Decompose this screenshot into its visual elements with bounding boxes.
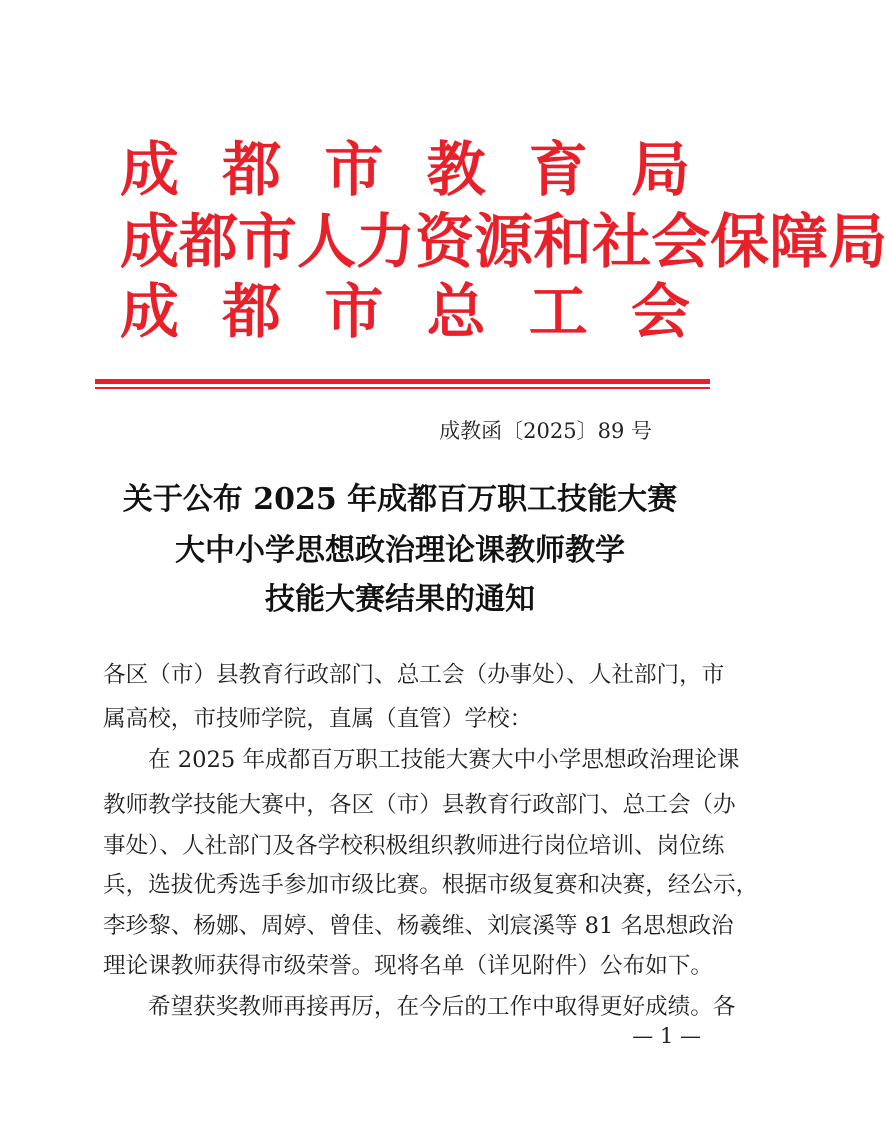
letterhead-char: 都 [222,277,282,346]
addressee-line: 属高校，市技师学院，直属（直管）学校： [103,706,533,732]
page-number: — 1 — [632,1024,701,1048]
letterhead-char: 局 [828,207,887,276]
title-line: 大中小学思想政治理论课教师教学 [175,533,625,568]
letterhead-char: 会 [630,277,690,346]
letterhead-char: 成 [120,135,180,204]
letterhead-char: 人 [297,207,357,276]
letterhead-char: 源 [474,207,534,276]
paragraph-line: 理论课教师获得市级荣誉。现将名单（详见附件）公布如下。 [103,953,714,979]
letterhead-char: 总 [426,277,486,346]
paragraph-line: 李珍黎、杨娜、周婷、曾佳、杨羲维、刘宸溪等 81 名思想政治 [103,913,734,939]
letterhead-char: 成 [120,207,180,276]
letterhead-char: 市 [324,135,384,204]
letterhead-char: 力 [356,207,416,276]
letterhead-char: 都 [179,207,239,276]
paragraph-line: 兵，选拔优秀选手参加市级比赛。根据市级复赛和决赛，经公示， [103,872,759,898]
paragraph-line: 事处）、人社部门及各学校积极组织教师进行岗位培训、岗位练 [103,833,725,859]
letterhead-line-hr-bureau [120,207,887,277]
letterhead-char: 市 [238,207,298,276]
letterhead-char: 都 [222,135,282,204]
letterhead-line-education-bureau [120,135,690,205]
letterhead-char: 会 [651,207,711,276]
title-line: 关于公布 2025 年成都百万职工技能大赛 [122,482,678,517]
letterhead-char: 局 [630,135,690,204]
paragraph-line: 希望获奖教师再接再厉，在今后的工作中取得更好成绩。各 [148,994,736,1020]
letterhead-char: 资 [415,207,475,276]
letterhead-char: 教 [426,135,486,204]
letterhead-divider-thick [95,379,710,384]
addressee-line: 各区（市）县教育行政部门、总工会（办事处）、人社部门，市 [103,662,725,688]
document-number: 成教函〔2025〕89 号 [439,419,652,443]
letterhead-char: 成 [120,277,180,346]
letterhead-char: 障 [769,207,829,276]
paragraph-line: 教师教学技能大赛中，各区（市）县教育行政部门、总工会（办 [103,792,736,818]
letterhead-char: 育 [528,135,588,204]
paragraph-line: 在 2025 年成都百万职工技能大赛大中小学思想政治理论课 [148,747,740,773]
letterhead-line-trade-union [120,277,690,347]
letterhead-char: 社 [592,207,652,276]
title-line: 技能大赛结果的通知 [265,582,535,617]
letterhead-divider-thin [95,387,710,389]
letterhead-char: 保 [710,207,770,276]
letterhead-char: 市 [324,277,384,346]
letterhead-char: 和 [533,207,593,276]
letterhead-char: 工 [528,277,588,346]
